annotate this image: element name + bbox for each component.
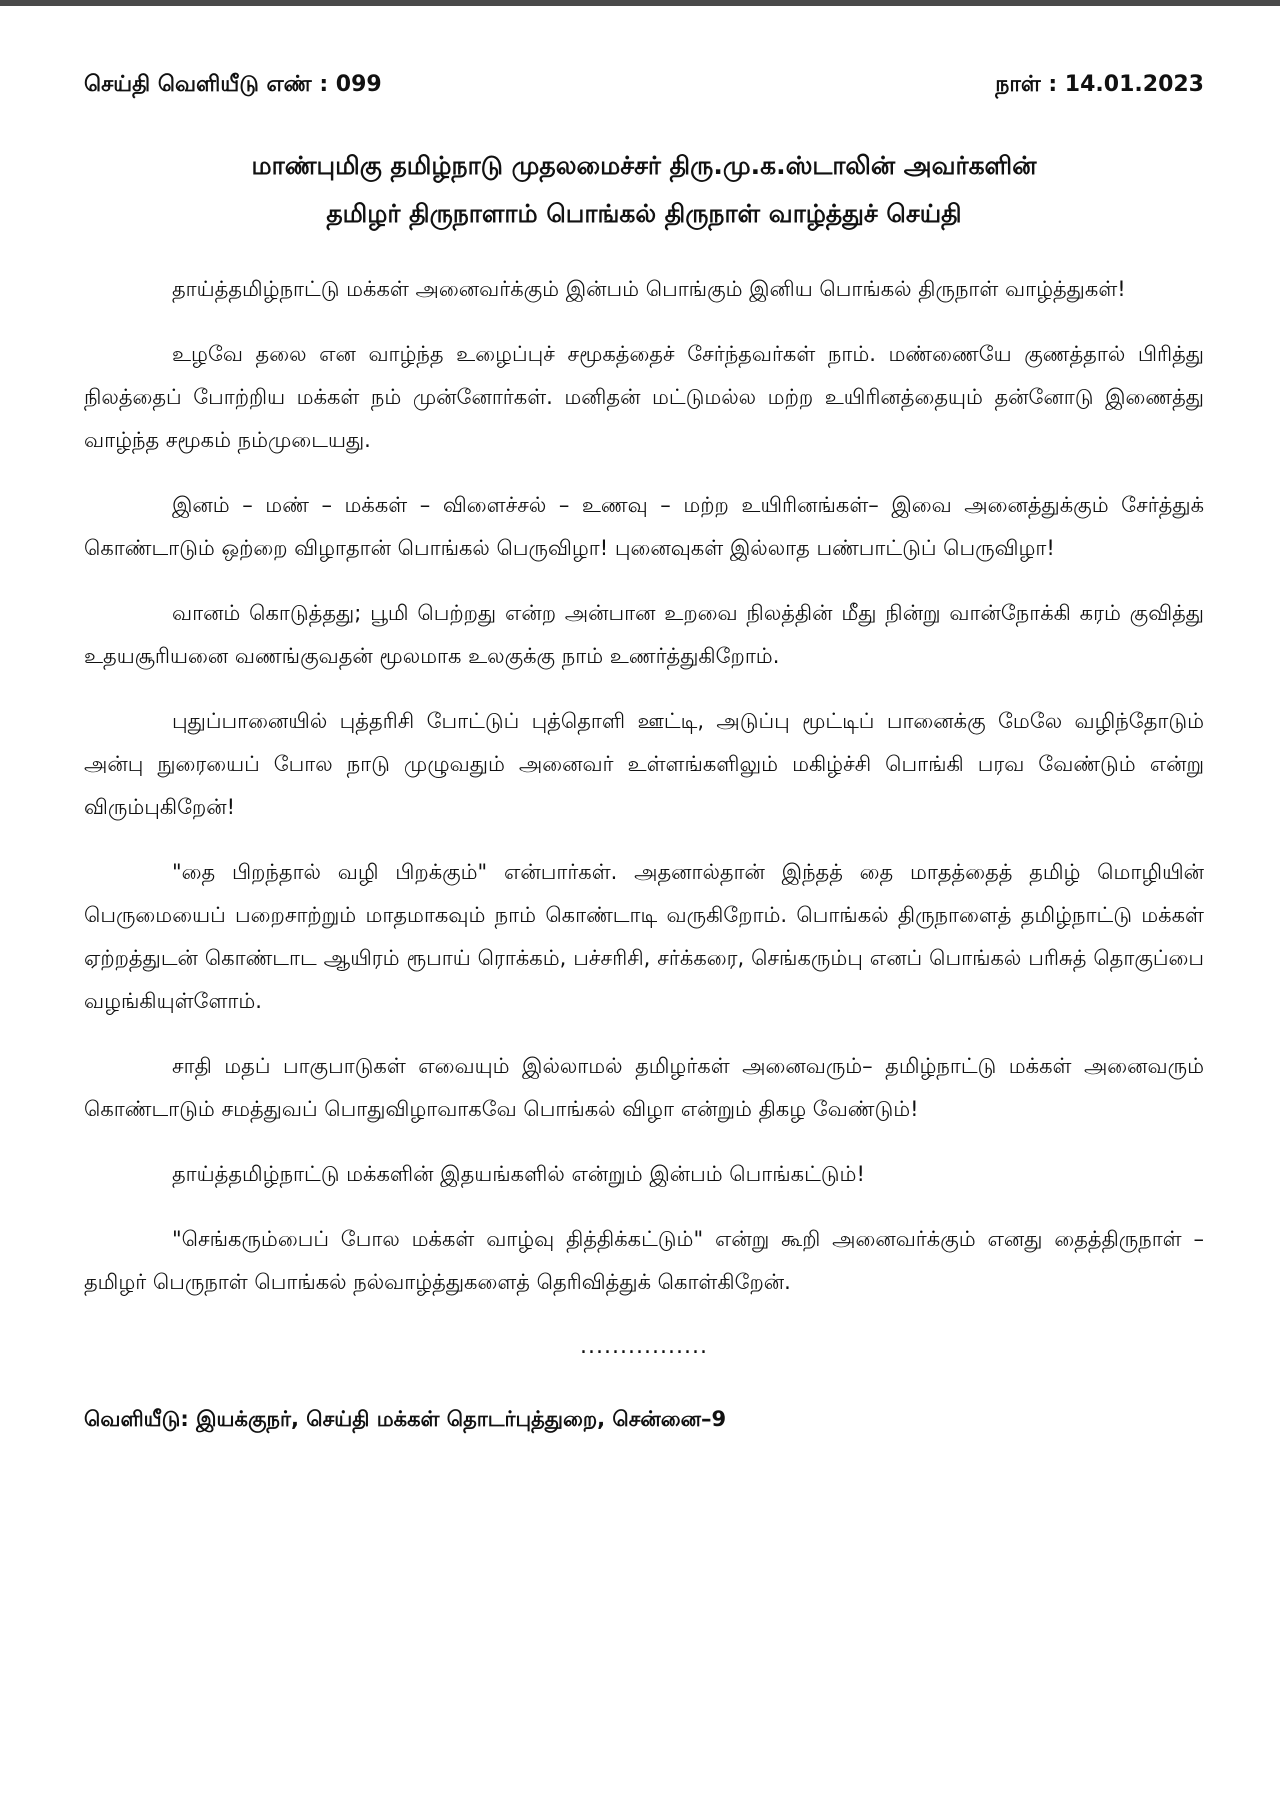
paragraph-2: உழவே தலை என வாழ்ந்த உழைப்புச் சமூகத்தைச் சேர்ந்தவர்கள் நாம். மண்ணையே குணத்தால் பிரித்து நிலத்தைப் போற்றிய மக்கள் நம் முன்னோர்கள். மனிதன் மட்டுமல்ல மற்ற உயிரினத்தையும் தன்னோடு இணைத்து வாழ்ந்த சமூகம் நம்முடையது. — [84, 342, 1204, 452]
paragraph-3: இனம் – மண் – மக்கள் – விளைச்சல் – உணவு – மற்ற உயிரினங்கள்– இவை அனைத்துக்கும் சேர்த்துக் கொண்டாடும் ஒற்றை விழாதான் பொங்கல் பெருவிழா! புனைவுகள் இல்லாத பண்பாட்டுப் பெருவிழா! — [84, 493, 1204, 560]
release-title — [84, 142, 1204, 238]
paragraph-6: "தை பிறந்தால் வழி பிறக்கும்" என்பார்கள். அதனால்தான் இந்தத் தை மாதத்தைத் தமிழ் மொழியின் பெருமையைப் பறைசாற்றும் மாதமாகவும் நாம் கொண்டாடி வருகிறோம். பொங்கல் திருநாளைத் தமிழ்நாட்டு மக்கள் ஏற்றத்துடன் கொண்டாட ஆயிரம் ரூபாய் ரொக்கம், பச்சரிசி, சர்க்கரை, செங்கரும்பு எனப் பொங்கல் பரிசுத் தொகுப்பை வழங்கியுள்ளோம். — [84, 860, 1204, 1013]
issuer-footer: வெளியீடு: இயக்குநர், செய்தி மக்கள் தொடர்புத்துறை, சென்னை–9 — [84, 1407, 727, 1431]
paragraph-5: புதுப்பானையில் புத்தரிசி போட்டுப் புத்தொளி ஊட்டி, அடுப்பு மூட்டிப் பானைக்கு மேலே வழிந்தோடும் அன்பு நுரையைப் போல நாடு முழுவதும் அனைவர் உள்ளங்களிலும் மகிழ்ச்சி பொங்கி பரவ வேண்டும் என்று விரும்புகிறேன்! — [84, 709, 1204, 819]
title-line-2: தமிழர் திருநாளாம் பொங்கல் திருநாள் வாழ்த்துச் செய்தி — [326, 199, 962, 228]
separator-dots: ................ — [580, 1334, 708, 1359]
paragraph-1: தாய்த்தமிழ்நாட்டு மக்கள் அனைவர்க்கும் இன்பம் பொங்கும் இனிய பொங்கல் திருநாள் வாழ்த்துகள்! — [172, 277, 1126, 301]
press-release-page — [84, 72, 1204, 1434]
top-border — [0, 0, 1280, 6]
paragraph-9: "செங்கரும்பைப் போல மக்கள் வாழ்வு தித்திக்கட்டும்" என்று கூறி அனைவர்க்கும் எனது தைத்திருநாள் – தமிழர் பெருநாள் பொங்கல் நல்வாழ்த்துகளைத் தெரிவித்துக் கொள்கிறேன். — [84, 1227, 1204, 1294]
paragraph-4: வானம் கொடுத்தது; பூமி பெற்றது என்ற அன்பான உறவை நிலத்தின் மீது நின்று வான்நோக்கி கரம் குவித்து உதயசூரியனை வணங்குவதன் மூலமாக உலகுக்கு நாம் உணர்த்துகிறோம். — [84, 601, 1204, 668]
paragraph-7: சாதி மதப் பாகுபாடுகள் எவையும் இல்லாமல் தமிழர்கள் அனைவரும்– தமிழ்நாட்டு மக்கள் அனைவரும் கொண்டாடும் சமத்துவப் பொதுவிழாவாகவே பொங்கல் விழா என்றும் திகழ வேண்டும்! — [84, 1054, 1204, 1121]
release-body — [84, 268, 1204, 1304]
title-line-1: மாண்புமிகு தமிழ்நாடு முதலமைச்சர் திரு.மு.க.ஸ்டாலின் அவர்களின் — [251, 151, 1037, 180]
release-header — [84, 72, 1204, 116]
paragraph-8: தாய்த்தமிழ்நாட்டு மக்களின் இதயங்களில் என்றும் இன்பம் பொங்கட்டும்! — [172, 1162, 865, 1186]
release-date: நாள் : 14.01.2023 — [995, 72, 1204, 97]
release-number: செய்தி வெளியீடு எண் : 099 — [84, 72, 382, 97]
